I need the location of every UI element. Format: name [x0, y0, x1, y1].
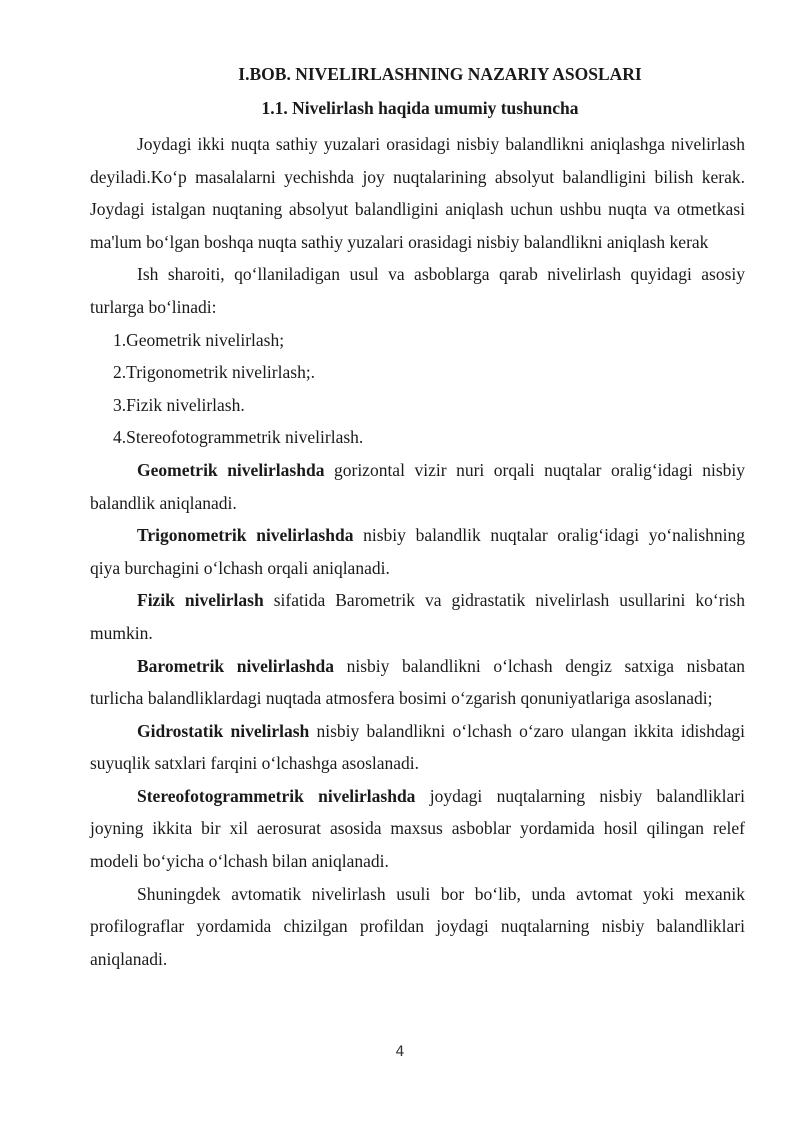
- definition-hydrostatic: [90, 715, 745, 780]
- definition-trigonometric: [90, 519, 745, 584]
- definition-term: Fizik nivelirlash: [137, 590, 264, 611]
- list-item: 4.Stereofotogrammetrik nivelirlash.: [113, 427, 364, 448]
- closing-paragraph: Shuningdek avtomatik nivelirlash usuli bor bo‘lib, unda avtomat yoki mexanik profilograflar yordamida chizilgan profildan joydagi nuqtalarning nisbiy balandliklari aniqlanadi.: [90, 883, 745, 969]
- definition-stereophotogrammetric: [90, 780, 745, 878]
- definition-text: nisbiy balandlik nuqtalar oralig‘idagi yo‘nalishning qiya burchagini o‘lchash orqali aniqlanadi.: [90, 525, 745, 578]
- definition-term: Stereofotogrammetrik nivelirlashda: [137, 785, 416, 806]
- section-title: 1.1. Nivelirlash haqida umumiy tushuncha: [261, 98, 579, 118]
- definition-term: Barometrik nivelirlashda: [137, 655, 335, 676]
- definition-term: Geometrik nivelirlashda: [137, 459, 325, 480]
- definition-text: joydagi nuqtalarning nisbiy balandliklari joyning ikkita bir xil aerosurat asosida maxsus asboblar yordamida hosil qilingan relef modeli bo‘yicha o‘lchash bilan aniqlanadi.: [90, 785, 746, 872]
- definition-barometric: [90, 650, 745, 715]
- list-item: 1.Geometrik nivelirlash;: [113, 329, 285, 350]
- definition-text: nisbiy balandlikni o‘lchash dengiz satxiga nisbatan turlicha balandliklardagi nuqtada atmosfera bosimi o‘zgarish qonuniyatlariga asoslanadi;: [90, 655, 745, 709]
- body-text: [90, 128, 745, 975]
- definition-text: sifatida Barometrik va gidrastatik nivelirlash usullarini ko‘rish mumkin.: [90, 590, 745, 643]
- definition-text: nisbiy balandlikni o‘lchash o‘zaro ulangan ikkita idishdagi suyuqlik satxlari farqini o‘lchashga asoslanadi.: [90, 720, 746, 774]
- intro-paragraph: Joydagi ikki nuqta sathiy yuzalari orasidagi nisbiy balandlikni aniqlashga nivelirlash deyiladi.Ko‘p masalalarni yechishda joy nuqtalarining absolyut balandligini bilish kerak. Joydagi istalgan nuqtaning absolyut balandligini aniqlash uchun ushbu nuqta va otmetkasi ma'lum bo‘lgan boshqa nuqta sathiy yuzalari orasidagi nisbiy balandlikni aniqlash kerak: [90, 134, 745, 252]
- definition-term: Gidrostatik nivelirlash: [137, 720, 310, 741]
- definition-geometric: [90, 454, 745, 519]
- definition-physical: [90, 584, 745, 649]
- page-number: 4: [395, 1044, 405, 1060]
- list-item: 2.Trigonometrik nivelirlash;.: [113, 362, 316, 383]
- chapter-title: I.BOB. NIVELIRLASHNING NAZARIY ASOSLARI: [238, 64, 642, 84]
- definition-text: gorizontal vizir nuri orqali nuqtalar oralig‘idagi nisbiy balandlik aniqlanadi.: [90, 459, 745, 513]
- list-item: 3.Fizik nivelirlash.: [113, 394, 245, 415]
- definition-term: Trigonometrik nivelirlashda: [137, 525, 354, 546]
- types-intro-paragraph: Ish sharoiti, qo‘llaniladigan usul va asboblarga qarab nivelirlash quyidagi asosiy turlarga bo‘linadi:: [90, 264, 745, 317]
